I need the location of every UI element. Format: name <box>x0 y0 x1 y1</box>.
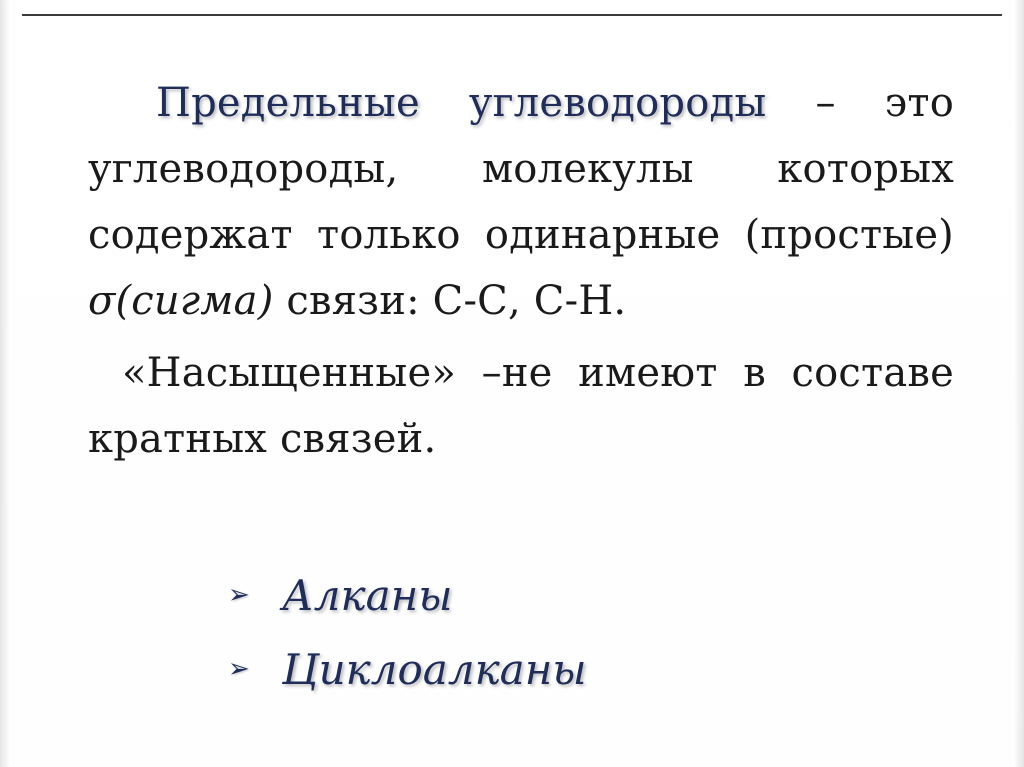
right-shadow <box>1014 0 1024 767</box>
class-list <box>228 558 587 706</box>
definition-text: это углеводороды, молекулы которых содержат только одинарные (простые) <box>88 80 954 258</box>
saturated-text: «Насыщенные» –не имеют в составе кратных связей. <box>88 350 954 462</box>
arrow-right-icon: ➢ <box>228 580 250 610</box>
list-item-label: Алканы <box>282 570 453 620</box>
saturated-paragraph <box>88 340 954 472</box>
list-item-label: Циклоалканы <box>282 644 587 694</box>
list-item <box>228 632 587 706</box>
definition-term: Предельные углеводороды <box>156 80 767 126</box>
list-item <box>228 558 587 632</box>
left-shadow <box>0 0 10 767</box>
slide-body <box>88 70 954 472</box>
arrow-right-icon: ➢ <box>228 654 250 684</box>
sigma-label: σ(сигма) <box>88 278 274 324</box>
definition-paragraph <box>88 70 954 334</box>
top-divider <box>22 14 1002 16</box>
definition-dash: – <box>766 80 836 126</box>
definition-tail: связи: С-С, С-Н. <box>273 278 627 324</box>
